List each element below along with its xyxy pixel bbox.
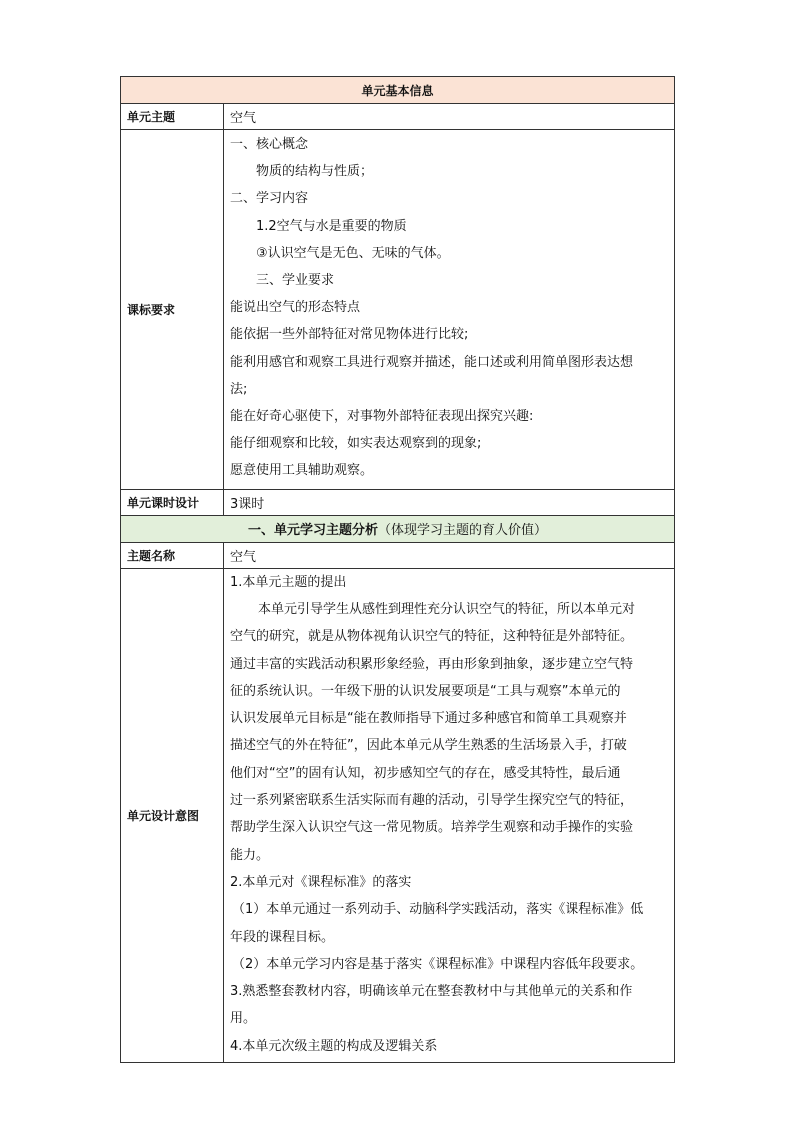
standards-line: 法; — [230, 381, 248, 397]
unit-info-sheet — [120, 76, 674, 1063]
standards-line: 愿意使用工具辅助观察。 — [230, 463, 374, 479]
design-line: 帮助学生深入认识空气这一常见物质。培养学生观察和动手操作的实验 — [230, 820, 634, 836]
header-row — [121, 77, 675, 104]
design-line: 能力。 — [230, 847, 270, 863]
theme-value: 空气 — [224, 104, 675, 130]
topic-label: 主题名称 — [121, 542, 224, 568]
table-title: 单元基本信息 — [121, 77, 675, 104]
design-line: 空气的研究，就是从物体视角认识空气的特征，这种特征是外部特征。 — [230, 629, 634, 645]
design-line: 通过丰富的实践活动积累形象经验，再由形象到抽象，逐步建立空气特 — [230, 656, 634, 672]
section-heading-row — [121, 515, 675, 542]
hours-label: 单元课时设计 — [121, 489, 224, 515]
design-line: 他们对“空”的固有认知，初步感知空气的存在，感受其特性，最后通 — [230, 765, 621, 781]
design-line: （1）本单元通过一系列动手、动脑科学实践活动，落实《课程标准》低 — [232, 902, 644, 918]
standards-line: 能依据一些外部特征对常见物体进行比较; — [230, 327, 469, 343]
design-line: （2）本单元学习内容是基于落实《课程标准》中课程内容低年段要求。 — [232, 956, 644, 972]
section-heading-bold: 一、单元学习主题分析 — [247, 523, 378, 539]
design-line: 描述空气的外在特征”，因此本单元从学生熟悉的生活场景入手，打破 — [230, 738, 627, 754]
unit-info-table — [120, 76, 675, 1063]
design-line: 征的系统认识。一年级下册的认识发展要项是“工具与观察”本单元的 — [230, 683, 621, 699]
standards-row — [121, 130, 675, 490]
hours-value: 3课时 — [224, 489, 675, 515]
design-line: 认识发展单元目标是“能在教师指导下通过多种感官和简单工具观察并 — [230, 711, 627, 727]
design-line: 用。 — [230, 1011, 257, 1027]
section-heading-note: （体现学习主题的育人价值） — [378, 523, 548, 539]
design-label: 单元设计意图 — [121, 568, 224, 1062]
design-line: 1.本单元主题的提出 — [230, 574, 347, 590]
design-line: 年段的课程目标。 — [230, 929, 335, 945]
design-row — [121, 568, 675, 1062]
standards-line: 三、学业要求 — [256, 273, 335, 289]
design-line: 3.熟悉整套教材内容，明确该单元在整套教材中与其他单元的关系和作 — [230, 984, 633, 1000]
standards-line: 能利用感官和观察工具进行观察并描述，能口述或利用简单图形表达想 — [230, 354, 634, 370]
topic-row — [121, 542, 675, 568]
standards-label: 课标要求 — [121, 130, 224, 490]
design-content — [224, 568, 675, 1062]
theme-label: 单元主题 — [121, 104, 224, 130]
design-line: 4.本单元次级主题的构成及逻辑关系 — [230, 1038, 438, 1054]
theme-row — [121, 104, 675, 130]
hours-row — [121, 489, 675, 515]
standards-line: 物质的结构与性质； — [256, 164, 374, 180]
standards-line: 能仔细观察和比较，如实表达观察到的现象; — [230, 436, 482, 452]
design-line: 2.本单元对《课程标准》的落实 — [230, 874, 412, 890]
standards-line: 一、核心概念 — [230, 137, 309, 152]
standards-content — [224, 130, 675, 490]
design-line: 过一系列紧密联系生活实际而有趣的活动，引导学生探究空气的特征， — [230, 793, 634, 809]
standards-line: 二、学习内容 — [230, 191, 309, 207]
standards-line: ③认识空气是无色、无味的气体。 — [256, 245, 450, 261]
design-line: 本单元引导学生从感性到理性充分认识空气的特征，所以本单元对 — [258, 601, 636, 617]
standards-line: 能在好奇心驱使下，对事物外部特征表现出探究兴趣: — [230, 409, 534, 425]
standards-line: 1.2空气与水是重要的物质 — [256, 218, 407, 234]
topic-value: 空气 — [224, 542, 675, 568]
standards-line: 能说出空气的形态特点 — [230, 300, 361, 316]
section-heading — [121, 515, 675, 542]
